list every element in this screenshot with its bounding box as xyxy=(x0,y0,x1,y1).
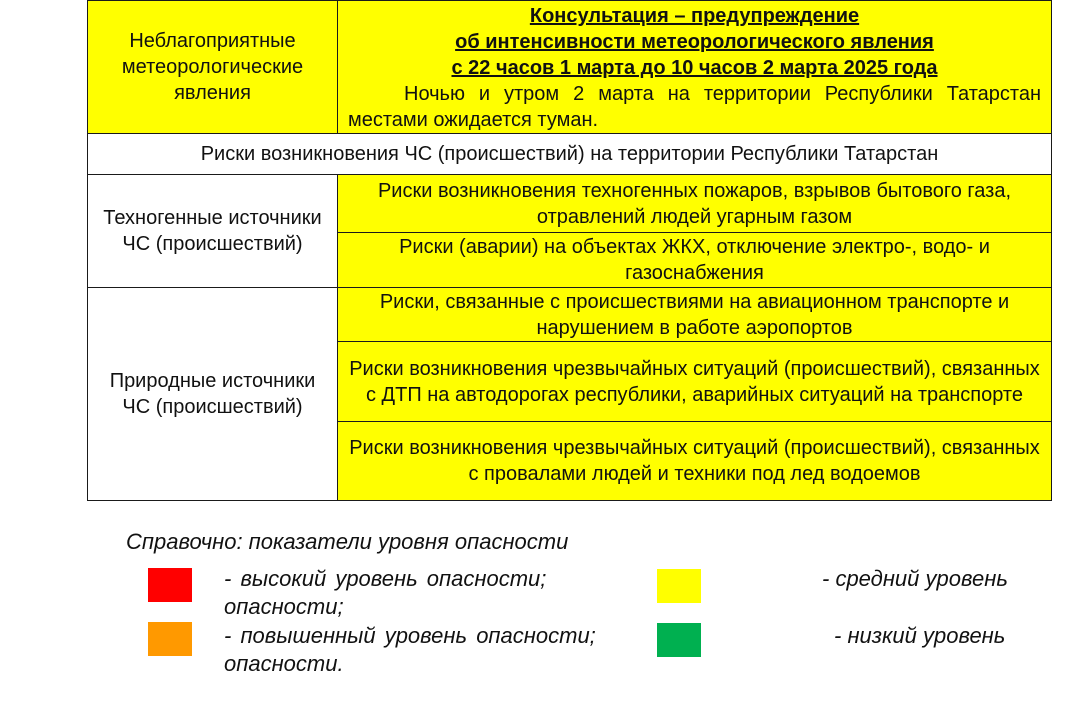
header-title-line2: об интенсивности метеорологического явления xyxy=(455,31,934,53)
swatch-low xyxy=(657,623,701,657)
tech-row-1 xyxy=(88,175,1052,233)
legend-high: - высокий уровень опасности; xyxy=(224,566,547,591)
header-title-line3: с 22 часов 1 марта до 10 часов 2 марта 2025 года xyxy=(451,57,938,79)
swatch-elevated xyxy=(148,622,192,656)
header-left-label xyxy=(88,1,338,134)
tech-risk-2: Риски (аварии) на объектах ЖКХ, отключение электро-, водо- и газоснабжения xyxy=(338,233,1052,288)
header-title-line1: Консультация – предупреждение xyxy=(529,5,860,27)
legend-low: - низкий уровень xyxy=(834,623,1006,648)
risks-heading: Риски возникновения ЧС (происшествий) на территории Республики Татарстан xyxy=(88,134,1052,175)
group-natural-label: Природные источники ЧС (происшествий) xyxy=(88,288,338,501)
legend-elevated: - повышенный уровень опасности; xyxy=(224,623,596,648)
legend-medium: - средний уровень xyxy=(822,566,1008,591)
natural-risk-2: Риски возникновения чрезвычайных ситуаций (происшествий), связанных с ДТП на автодорогах республики, аварийных ситуаций на транспорте xyxy=(338,342,1052,422)
natural-risk-3: Риски возникновения чрезвычайных ситуаций (происшествий), связанных с провалами людей и техники под лед водоемов xyxy=(338,422,1052,501)
risks-heading-row xyxy=(88,134,1052,175)
group-tech-label: Техногенные источники ЧС (происшествий) xyxy=(88,175,338,288)
header-body: Ночью и утром 2 марта на территории Республики Татарстан местами ожидается туман. xyxy=(348,83,1041,131)
tech-risk-1: Риски возникновения техногенных пожаров, взрывов бытового газа, отравлений людей угарным газом xyxy=(338,175,1052,233)
header-content xyxy=(338,1,1052,134)
swatch-high xyxy=(148,568,192,602)
header-left-label-text: Неблагоприятные метеорологические явления xyxy=(121,30,304,104)
risk-table xyxy=(87,0,1052,501)
legend-elevated-wrap: опасности. xyxy=(224,651,344,676)
swatch-medium xyxy=(657,569,701,603)
natural-risk-1: Риски, связанные с происшествиями на авиационном транспорте и нарушением в работе аэропортов xyxy=(338,288,1052,342)
natural-row-1 xyxy=(88,288,1052,342)
legend-high-wrap: опасности; xyxy=(224,594,344,619)
header-row xyxy=(88,1,1052,134)
legend-title: Справочно: показатели уровня опасности xyxy=(126,529,569,554)
